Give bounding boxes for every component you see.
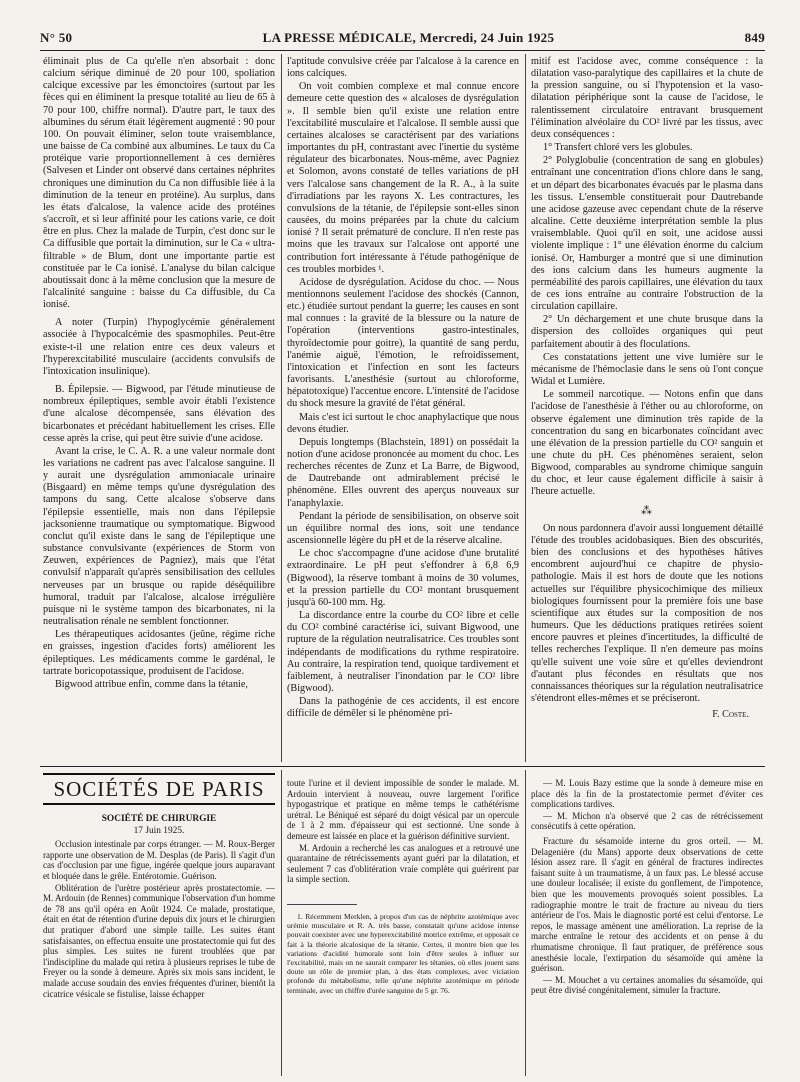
- report-paragraph: — M. Michon n'a observé que 2 cas de rétrécissement consécutifs à cette opération.: [531, 810, 763, 832]
- paragraph: A noter (Turpin) l'hypoglycémie généralement associée à l'hypocalcémie des spasmophiles. Peut-être existe-t-il une relation entre ces deux valeurs et l'hyperexcitabilité musculaire (accidents convulsifs de l'intoxication insulinique).: [43, 317, 275, 377]
- society-name: SOCIÉTÉ DE CHIRURGIE: [101, 814, 217, 824]
- paragraph: Les thérapeutiques acidosantes (jeûne, régime riche en graisses, ingestion d'acides forts) améliorent les épileptiques. Les médicaments comme le gardénal, le tartrate boricopotassique, produisent de l'acidose.: [43, 629, 275, 677]
- report-paragraph: Oblitération de l'urètre postérieur après prostatectomie. — M. Ardouin (de Rennes) communique l'observation d'un homme de 78 ans qu'il opéra en Août 1924. Ce malade, prostatique, était en état de rétention d'urine depuis dix jours et le chirurgien dut pratiquer d'abord une simple taille. Les suites étant satisfaisantes, on effectua ensuite une prostatectomie qui fut des plus simples. Les suites ne furent troublées que par l'indiscipline du malade qui retira à plusieurs reprises le tube de Freyer ou la sonde à demeure. Après six mois sans incident, le malade accuse soudain des envies fréquentes d'uriner, bientôt la cicatrice vésicale se fistulise, laisse échapper: [43, 882, 275, 999]
- column-divider: [281, 54, 282, 762]
- column-bottom-3: [531, 778, 763, 1074]
- page-header: [40, 30, 765, 48]
- section-ornament: ⁂: [641, 504, 653, 517]
- footnote: [287, 912, 519, 1072]
- paragraph: Avant la crise, le C. A. R. a une valeur normale dont les variations ne cadrent pas avec l'alcalose sanguine. Il y aurait une dysrégulation ammoniacale urinaire (Bisgaard) en même temps qu'une dysrégulation des tampons du sang. Cette alcalose s'observe dans l'épilepsie essentielle, mais non dans l'épilepsie jacksonienne traumatique ou symptomatique. Bigwood conclut qu'il existe dans le sang de l'épileptique une substance convulsivante (expériences de Storm von Zeuwen, expériences de Pagniez), mais que l'état convulsif n'apparaît qu'après sensibilisation des cellules nerveuses par un brusque ou rapide déséquilibre humoral, traduit par l'alcalose, alcalose irrégulière puisque ni le système tampon des bicarbonates, ni la neutralisation rénale ne semblent fonctionner.: [43, 445, 275, 628]
- report-paragraph: — M. Louis Bazy estime que la sonde à demeure mise en place dès la fin de la prostatectomie permet d'éviter ces complications tardives.: [531, 778, 763, 810]
- paragraph: Le choc s'accompagne d'une acidose d'une brutalité extraordinaire. Le pH peut s'effondrer à 6,8 6,9 (Bigwood), la réserve tombant à moins de 30 volumes, et la pression partielle du CO² montant brusquement jusqu'à 60-100 mm. Hg.: [287, 548, 519, 608]
- paragraph: Le sommeil narcotique. — Notons enfin que dans l'acidose de l'anesthésie à l'éther ou au chloroforme, on observe également une diminution très rapide de la concentration du sang en bicarbonates coïncidant avec une élévation de la pression partielle du CO² sanguin et une chute du pH. Ces phénomènes seraient, selon Bigwood, comparables au syndrome chimique sanguin du choc, et leur cause également difficile à saisir à l'heure actuelle.: [531, 389, 763, 498]
- report-paragraph: Fracture du sésamoïde interne du gros orteil. — M. Delagenière (du Mans) apporte deux observations de cette lésion assez rare. Il s'agit en général de fractures indirectes faisant suite à un traumatisme, à un faux pas. Le blessé accuse une douleur localisée; il existe du gonflement, de l'impotence, bien que les mouvements provoqués soient possibles. La radiographie montre le trait de fracture au niveau du tiers antérieur de l'os. Mais le diagnostic porté est celui d'entorse. Le repos, le massage amènent une amélioration. La reprise de la marche entraîne le retour des accidents et on pense à du rhumatisme chronique. Il faut pratiquer, de préférence sous anesthésie locale, l'extirpation du sésamoïde qui amène la guérison.: [531, 835, 763, 974]
- report-paragraph: Occlusion intestinale par corps étranger. — M. Roux-Berger rapporte une observation de M. Desplas (de Paris). Il s'agit d'un cas d'occlusion par une figue, ingérée quelque jours auparavant et bloquée dans le grêle. Entérotomie. Guérison.: [43, 839, 275, 881]
- column-divider: [525, 770, 526, 1076]
- report-paragraph: toute l'urine et il devient impossible de sonder le malade. M. Ardouin intervient à nouveau, ouvre largement l'orifice hypogastrique et pratique en même temps le cathétérisme urétral. Le Béniqué est séparé du doigt vésical par un opercule de 1 à 2 mm. d'épaisseur qui est sectionné. Une sonde à demeure est laissée en place et la guérison définitive survient.: [287, 778, 519, 841]
- paragraph: B. Épilepsie. — Bigwood, par l'étude minutieuse de nombreux épileptiques, semble avoir établi l'existence d'une alcalose décompensée, sans élévation des bicarbonates et précédant habituellement les crises. Elle cesse après la crise, qui peut être suivie d'une acidose.: [43, 384, 275, 444]
- report-paragraph: — M. Mouchet a vu certaines anomalies du sésamoïde, qui peut être divisé congénitalement, simuler la fracture.: [531, 974, 763, 996]
- paragraph: Bigwood attribue enfin, comme dans la tétanie,: [55, 678, 248, 690]
- paragraph: Depuis longtemps (Blachstein, 1891) on possédait la notion d'une acidose prononcée au moment du choc. Les recherches récentes de Zunz et La Barre, de Bigwood, de Dautrebande ont admirablement précisé le phénomène. Elles ouvrent des aperçus nouveaux sur l'anaphylaxie.: [287, 436, 519, 509]
- paragraph: l'aptitude convulsive créée par l'alcalose à la carence en ions calciques.: [287, 56, 519, 80]
- journal-title: LA PRESSE MÉDICALE, Mercredi, 24 Juin 1925: [262, 30, 555, 45]
- report-paragraph: M. Ardouin a recherché les cas analogues et a retrouvé une quarantaine de rétrécissements ayant guéri par la dilatation, et seulement 7 cas d'oblitération vraie complète qui guérirent par la simple section.: [287, 842, 519, 885]
- paragraph: éliminait plus de Ca qu'elle n'en absorbait : donc calcium sérique diminué de 20 pour 100, spoliation calcique excessive par les émonctoires (surtout par les fèces qui en éliminent la presque totalité au lieu de 65 à 70 pour 100, chiffre normal). D'autre part, le taux des albumines du sérum était légèrement augmenté : 90 pour 100. On pouvait éliminer, selon toute vraisemblance, une baisse de Ca combiné aux albumines. Le taux du Ca protéique varie proportionnellement à ces dernières (Salvesen et Linder ont observé dans certaines néphrites chroniques une diminution du Ca non diffusible liée à la diminution de la teneur en protéine). Au surplus, dans les états d'alcalose, la valence acide des protéines s'accroît, et si leur affinité pour les cations varie, ce doit être en plus. Chez la malade de Turpin, c'est donc sur le Ca diffusible que portait la diminution, sur le Ca « ultra-filtrable » de Blum, dont une importante partie est constituée par le Ca ionisé. L'analyse du bilan calcique aboutissait donc à la même conclusion que la mesure de l'alcalinité sanguine : baisse du Ca diffusible, du Ca ionisé.: [43, 56, 275, 311]
- paragraph: On nous pardonnera d'avoir aussi longuement détaillé l'étude des troubles acidobasiques. Bien des obscurités, bien des conclusions et des hypothèses hâtives encombrent aujourd'hui ce chapitre de physio-pathologie. Mais il est hors de doute que les notions actuelles sur l'équilibre physicochimique des milieux biologiques fournissent pour la première fois une base scientifique aux études sur la composition de nos humeurs. Que les déductions pratiques retirées soient encore pauvres et pleines d'incertitudes, la difficulté de telles recherches l'explique. Il n'en demeure pas moins qu'elle suivent une voie sûre et qu'elles deviendront d'autant plus fécondes en résultats que nos connaissances théoriques sur la régulation neutralisatrice s'étendront elles-mêmes et se préciseront.: [531, 522, 763, 704]
- section-rule: [40, 766, 765, 767]
- footnote-rule: [287, 904, 357, 905]
- section-title: SOCIÉTÉS DE PARIS: [43, 773, 275, 805]
- paragraph: Mais c'est ici surtout le choc anaphylactique que nous devons étudier.: [287, 411, 519, 435]
- column-divider: [525, 54, 526, 762]
- paragraph: mitif est l'acidose avec, comme conséquence : la dilatation vaso-paralytique des capillaires et la chute de la pression sanguine, ou si l'hypotension et la vaso-dilatation périphérique sont la cause de l'acidose, le ralentissement circulatoire entravant brusquement l'élimination alvéolaire du CO² livré par les tissus, avec deux conséquences :: [531, 56, 763, 140]
- paragraph: 1° Transfert chloré vers les globules.: [543, 142, 693, 154]
- paragraph: Dans la pathogénie de ces accidents, il est encore difficile de démêler si le phénomène pri-: [287, 696, 519, 720]
- page-number: 849: [744, 30, 765, 45]
- session-date: 17 Juin 1925.: [133, 825, 185, 836]
- column-divider: [281, 770, 282, 1076]
- paragraph: Pendant la période de sensibilisation, on observe soit un équilibre normal des ions, soit une tendance ascensionnelle légère du pH et de la réserve alcaline.: [287, 510, 519, 547]
- column-1: [43, 56, 275, 756]
- paragraph: La discordance entre la courbe du CO² libre et celle du CO² combiné caractérise ici, suivant Bigwood, une rupture de la régulation neutralisatrice. Ces troubles sont indépendants de modifications du rythme respiratoire. Au contraire, la respiration tend, quoique tardivement et faiblement, à neutraliser l'inondation par le CO² libre (Bigwood).: [287, 610, 519, 694]
- paragraph: On voit combien complexe et mal connue encore demeure cette question des « alcaloses de dysrégulation ». Il semble bien qu'il existe une relation entre l'excitabilité musculaire et l'alcalose. Il semble aussi que certaines alcaloses se caractérisent par des variations importantes du pH, contrastant avec l'inertie du système régulateur des bicarbonates. Nous-même, avec Pagniez et Solomon, avons constaté de telles variations de pH vers l'alcalose sans changement de la R. A., à la suite d'irradiations par les rayons X. Les contractures, les convulsions de la tétanie, de l'épilepsie sont-elles sinon causées, du moins préparées par la chute du calcium ionisé ? Il serait prématuré de conclure. Il n'en reste pas moins que les travaux sur l'alcalose ont apporté une contribution fort intéressante à l'étude pathogénique de ces troubles morbides ¹.: [287, 81, 519, 275]
- column-bottom-2: [287, 778, 519, 896]
- header-rule: [40, 50, 765, 51]
- author-signature: F. Coste.: [712, 709, 749, 721]
- paragraph: Ces constatations jettent une vive lumière sur le mécanisme de l'hémoclasie dans le sens où l'ont conçue Widal et Lumière.: [531, 351, 763, 388]
- column-bottom-1: [43, 812, 275, 1074]
- column-2: [287, 56, 519, 756]
- paragraph: 2° Polyglobulie (concentration de sang en globules) entraînant une concentration d'ions chlore dans le sang, et un départ des bicarbonates évacués par le plasma dans les tissus. L'ensemble constituerait pour Dautrebande une acidose gazeuse avec cependant chute de la réserve alcaline. Cette deuxième interprétation semble la plus vraisemblable. Quoi qu'il en soit, une acidose aussi violente implique : 1° une élévation énorme du calcium ionisé. Or, Hamburger a montré que si une diminution des ions calcium dans les humeurs augmente la perméabilité des parois capillaires, une élévation du taux de ces ions entraîne au contraire l'obstruction de la circulation capillaire.: [531, 155, 763, 313]
- column-3: [531, 56, 763, 756]
- paragraph: 2° Un déchargement et une chute brusque dans la dispersion des colloïdes organiques qui peut parfaitement aboutir à des floculations.: [531, 314, 763, 350]
- paragraph: Acidose de dysrégulation. Acidose du choc. — Nous mentionnons seulement l'acidose des shockés (Cannon, etc.) étudiée surtout pendant la guerre; les causes en sont mal connues : la gravité de la blessure ou la nature de l'opération (interventions gastro-intestinales, thyroïdectomie pour goitre), la quantité de sang perdu, l'anémie aiguë, l'émotion, le refroidissement, l'intoxication et l'infection en sont les facteurs favorisants. L'anesthésie (surtout au chloroforme, hépatotoxique) l'accentue encore. L'intensité de l'acidose du shock mesure la gravité de l'état général.: [287, 276, 519, 410]
- footnote-text: 1. Récemment Merklen, à propos d'un cas de néphrite azotémique avec urémie musculaire et R. A. très basse, constatait qu'une acidose intense pouvait coexister avec une hyperexcitabilité motrice extrême, et opposait ce fait à la théorie alcalosique de la tétanie. Certes, il montre bien que les variations d'acidité humorale sont loin d'être seules à influer sur l'excitabilité, mais on ne saurait comparer les tétanies, où elles jouent sans doute un rôle de premier plan, à des états complexes, avec viciation profonde du métabolisme, telle qu'une néphrite azotémique en période terminale, avec un chiffre d'urée sanguine de 5 gr. 76.: [287, 912, 519, 995]
- issue-number: N° 50: [40, 30, 73, 45]
